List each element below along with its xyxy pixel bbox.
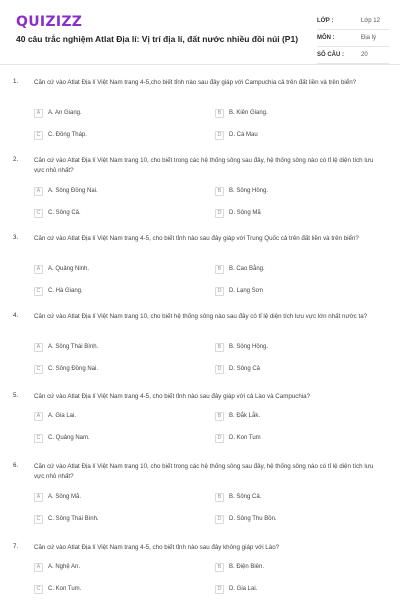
option-letter-box: A bbox=[34, 265, 43, 274]
option-a[interactable] bbox=[34, 491, 81, 503]
option-text: A. An Giang. bbox=[48, 110, 82, 116]
option-letter-box: A bbox=[34, 187, 43, 196]
option-text: D. Gia Lai. bbox=[229, 586, 258, 592]
question-number: 5. bbox=[13, 392, 19, 399]
option-text: B. Sông Hồng. bbox=[229, 188, 269, 194]
question-text: Căn cứ vào Atlat Địa lí Việt Nam trang 4-5, cho biết tỉnh nào sau đây không giáp với Lào? bbox=[34, 544, 280, 551]
worksheet-header bbox=[0, 0, 400, 65]
question-number: 3. bbox=[13, 234, 19, 241]
option-letter-box: B bbox=[215, 265, 224, 274]
option-text: B. Đắk Lắk. bbox=[229, 413, 261, 419]
option-b[interactable] bbox=[215, 561, 264, 573]
meta-key: MÔN : bbox=[317, 35, 335, 41]
question-text: Căn cứ vào Atlat Địa lí Việt Nam trang 10, cho biết trong các hệ thống sông sau đây, hệ thống sông nào có tỉ lệ diện tích lưu vực nhỏ nhất? bbox=[34, 157, 374, 174]
question-number: 2. bbox=[13, 156, 19, 163]
option-b[interactable] bbox=[215, 341, 268, 353]
question-text: Căn cứ vào Atlat Địa lí Việt Nam trang 4-5, cho biết tỉnh nào sau đây giáp với Trung Quốc cả trên đất liền và trên biển? bbox=[34, 235, 359, 242]
option-b[interactable] bbox=[215, 185, 268, 197]
option-c[interactable] bbox=[34, 432, 90, 444]
worksheet-title: 40 câu trắc nghiệm Atlat Địa lí: Vị trí địa lí, đất nước nhiều đồi núi (P1) bbox=[16, 34, 299, 44]
question-text: Căn cứ vào Atlat Địa lí Việt Nam trang 10, cho biết trong các hệ thống sông sau đây, hệ thống sông nào có tỉ lệ diện tích lưu vực nhỏ nhất? bbox=[34, 463, 374, 480]
option-b[interactable] bbox=[215, 107, 268, 119]
option-text: A. Nghệ An. bbox=[48, 564, 81, 570]
option-a[interactable] bbox=[34, 107, 82, 119]
option-d[interactable] bbox=[215, 129, 258, 141]
meta-row-grade bbox=[317, 13, 389, 30]
option-a[interactable] bbox=[34, 341, 98, 353]
option-text: A. Sông Thái Bình. bbox=[48, 344, 99, 350]
option-text: A. Quảng Ninh. bbox=[48, 266, 90, 272]
option-text: A. Gia Lai. bbox=[48, 413, 77, 419]
option-letter-box: C bbox=[34, 131, 43, 140]
option-text: D. Sông Thu Bồn. bbox=[229, 516, 277, 522]
worksheet-meta bbox=[317, 13, 389, 64]
option-letter-box: B bbox=[215, 343, 224, 352]
option-d[interactable] bbox=[215, 363, 260, 375]
question-number: 4. bbox=[13, 312, 19, 319]
meta-row-question-count bbox=[317, 47, 389, 64]
option-text: B. Kiên Giang. bbox=[229, 110, 268, 116]
option-letter-box: B bbox=[215, 187, 224, 196]
option-c[interactable] bbox=[34, 285, 83, 297]
option-letter-box: B bbox=[215, 493, 224, 502]
question-number: 7. bbox=[13, 543, 19, 550]
option-letter-box: C bbox=[34, 515, 43, 524]
option-b[interactable] bbox=[215, 263, 265, 275]
option-text: B. Sông Cả. bbox=[229, 494, 262, 500]
option-b[interactable] bbox=[215, 491, 261, 503]
quizizz-logo: QUIZIZZ bbox=[16, 14, 83, 30]
option-c[interactable] bbox=[34, 129, 87, 141]
option-text: B. Điện Biên. bbox=[229, 564, 265, 570]
meta-value: Địa lý bbox=[361, 35, 377, 41]
option-d[interactable] bbox=[215, 432, 261, 444]
option-a[interactable] bbox=[34, 263, 89, 275]
option-text: D. Cà Mau bbox=[229, 132, 258, 138]
option-text: B. Sông Hồng. bbox=[229, 344, 269, 350]
option-text: D. Kon Tum bbox=[229, 435, 261, 441]
option-text: A. Sông Mã. bbox=[48, 494, 82, 500]
option-text: D. Sông Cả bbox=[229, 366, 261, 372]
option-text: C. Quảng Nam. bbox=[48, 435, 90, 441]
question-text: Căn cứ vào Atlat Địa lí Việt Nam trang 4-5,cho biết tỉnh nào sau đây giáp với Campuchia cả trên đất liền và trên biển? bbox=[34, 79, 357, 86]
option-letter-box: D bbox=[215, 585, 224, 594]
option-letter-box: B bbox=[215, 563, 224, 572]
option-text: C. Sông Thái Bình. bbox=[48, 516, 99, 522]
option-c[interactable] bbox=[34, 513, 99, 525]
option-a[interactable] bbox=[34, 185, 98, 197]
meta-key: SỐ CÂU : bbox=[317, 52, 344, 58]
meta-key: LỚP : bbox=[317, 18, 334, 24]
option-letter-box: C bbox=[34, 434, 43, 443]
option-d[interactable] bbox=[215, 513, 277, 525]
option-letter-box: D bbox=[215, 287, 224, 296]
option-letter-box: D bbox=[215, 434, 224, 443]
question-text: Căn cứ vào Atlat Địa lí Việt Nam trang 4-5, cho biết tỉnh nào sau đây giáp với cả Lào và Campuchia? bbox=[34, 393, 311, 400]
question-number: 6. bbox=[13, 462, 19, 469]
option-text: A. Sông Đồng Nai. bbox=[48, 188, 98, 194]
option-text: B. Cao Bằng. bbox=[229, 266, 265, 272]
option-text: C. Hà Giang. bbox=[48, 288, 83, 294]
option-b[interactable] bbox=[215, 410, 260, 422]
option-text: D. Sông Mã bbox=[229, 210, 261, 216]
option-letter-box: A bbox=[34, 343, 43, 352]
meta-row-subject bbox=[317, 30, 389, 47]
option-letter-box: C bbox=[34, 209, 43, 218]
option-letter-box: D bbox=[215, 365, 224, 374]
option-letter-box: C bbox=[34, 585, 43, 594]
option-text: D. Lạng Sơn bbox=[229, 288, 263, 294]
option-letter-box: A bbox=[34, 109, 43, 118]
meta-value: 20 bbox=[361, 52, 368, 58]
option-letter-box: B bbox=[215, 109, 224, 118]
option-letter-box: A bbox=[34, 563, 43, 572]
option-c[interactable] bbox=[34, 207, 81, 219]
option-a[interactable] bbox=[34, 410, 76, 422]
option-c[interactable] bbox=[34, 583, 81, 595]
option-text: C. Sông Đồng Nai. bbox=[48, 366, 99, 372]
option-letter-box: A bbox=[34, 412, 43, 421]
option-letter-box: A bbox=[34, 493, 43, 502]
option-letter-box: C bbox=[34, 287, 43, 296]
option-letter-box: B bbox=[215, 412, 224, 421]
option-letter-box: C bbox=[34, 365, 43, 374]
question-text: Căn cứ vào Atlat Địa lí Việt Nam trang 10, cho biết hệ thống sông nào sau đây có tỉ lệ diện tích lưu vực lớn nhất nước ta? bbox=[34, 313, 368, 320]
option-letter-box: D bbox=[215, 209, 224, 218]
option-letter-box: D bbox=[215, 131, 224, 140]
option-text: C. Sông Cả. bbox=[48, 210, 81, 216]
question-number: 1. bbox=[13, 78, 19, 85]
meta-value: Lớp 12 bbox=[361, 18, 380, 24]
option-a[interactable] bbox=[34, 561, 80, 573]
option-c[interactable] bbox=[34, 363, 98, 375]
option-d[interactable] bbox=[215, 583, 257, 595]
option-d[interactable] bbox=[215, 207, 261, 219]
option-text: C. Đồng Tháp. bbox=[48, 132, 87, 138]
option-d[interactable] bbox=[215, 285, 263, 297]
option-letter-box: D bbox=[215, 515, 224, 524]
option-text: C. Kon Tum. bbox=[48, 586, 82, 592]
